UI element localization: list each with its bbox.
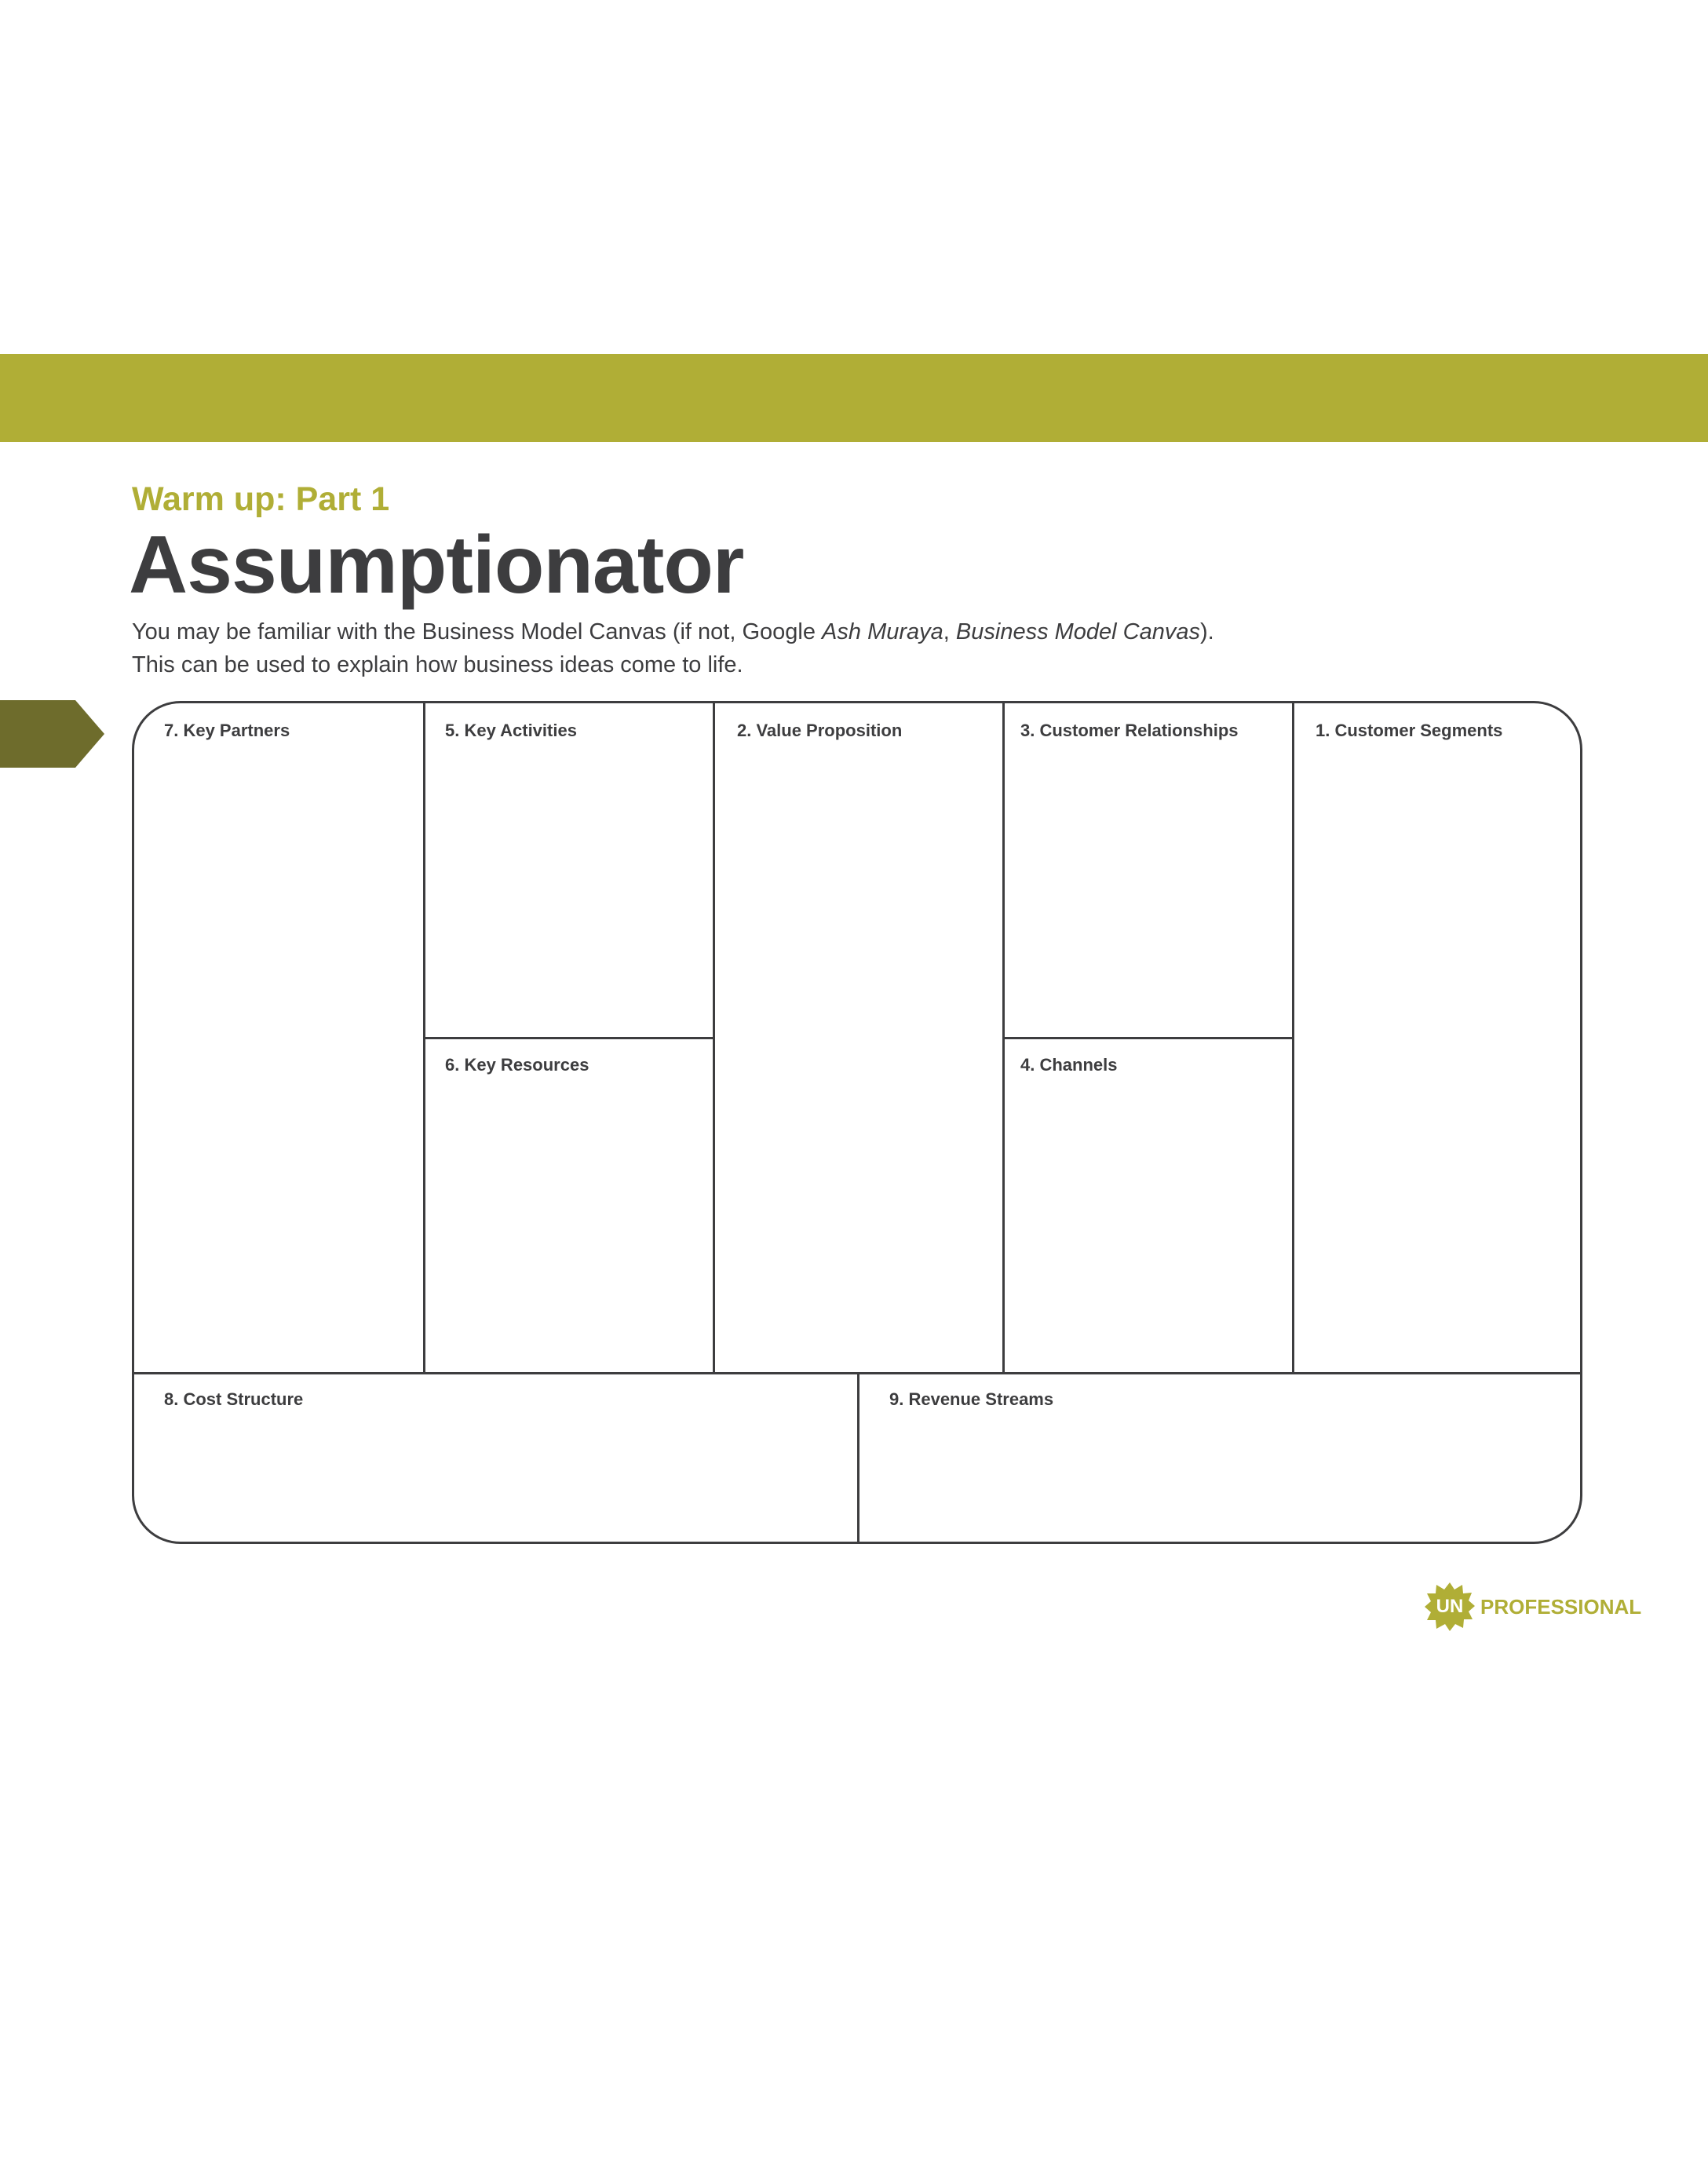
intro-line-1-end: ). bbox=[1200, 619, 1214, 644]
cell-revenue-streams: 9. Revenue Streams bbox=[889, 1389, 1054, 1409]
cell-key-partners: 7. Key Partners bbox=[164, 721, 290, 740]
header-band bbox=[0, 354, 1708, 442]
page-title: Assumptionator bbox=[129, 520, 744, 611]
divider-relationships-channels bbox=[1002, 1037, 1294, 1039]
section-eyebrow: Warm up: Part 1 bbox=[132, 480, 390, 518]
side-arrow-tab bbox=[0, 700, 104, 768]
intro-line-2: This can be used to explain how business ideas come to life. bbox=[132, 652, 743, 677]
intro-text bbox=[132, 615, 1623, 681]
cell-customer-relationships: 3. Customer Relationships bbox=[1020, 721, 1239, 740]
divider-v-bottom bbox=[857, 1372, 859, 1542]
intro-italic-author: Ash Muraya bbox=[822, 619, 943, 644]
divider-activities-resources bbox=[423, 1037, 715, 1039]
intro-line-1 bbox=[132, 615, 1623, 648]
logo-badge bbox=[1424, 1581, 1476, 1633]
logo-wordmark: PROFESSIONAL bbox=[1480, 1594, 1642, 1619]
cell-key-activities: 5. Key Activities bbox=[445, 721, 577, 740]
intro-line-1-start: You may be familiar with the Business Model Canvas (if not, Google bbox=[132, 619, 823, 644]
cell-value-proposition: 2. Value Proposition bbox=[737, 721, 903, 740]
cell-key-resources: 6. Key Resources bbox=[445, 1055, 589, 1075]
business-model-canvas bbox=[132, 701, 1582, 1544]
intro-separator: , bbox=[943, 619, 956, 644]
cell-customer-segments: 1. Customer Segments bbox=[1316, 721, 1503, 740]
cell-channels: 4. Channels bbox=[1020, 1055, 1118, 1075]
logo-badge-text: UN bbox=[1436, 1596, 1464, 1617]
brand-logo bbox=[1424, 1581, 1641, 1633]
cell-cost-structure: 8. Cost Structure bbox=[164, 1389, 304, 1409]
intro-italic-canvas: Business Model Canvas bbox=[955, 619, 1201, 644]
